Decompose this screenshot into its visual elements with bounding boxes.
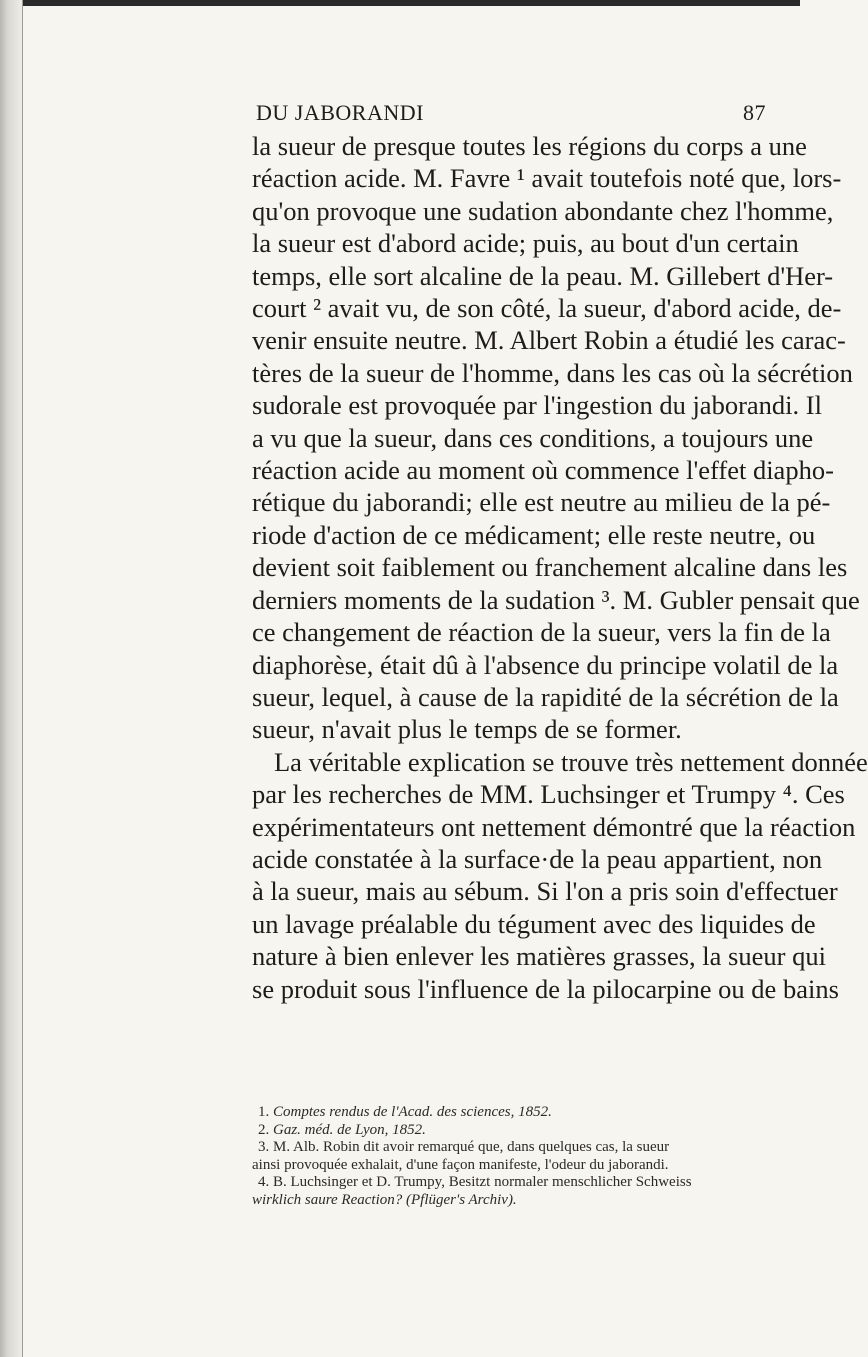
footnote <box>252 1122 770 1140</box>
footnote <box>252 1104 770 1122</box>
text-line: réaction acide au moment où commence l'effet diapho- <box>252 455 834 486</box>
footnote <box>252 1174 770 1192</box>
footnote-text: M. Alb. Robin dit avoir remarqué que, dans quelques cas, la sueur <box>273 1139 670 1156</box>
text-line: venir ensuite neutre. M. Albert Robin a étudié les carac- <box>252 325 846 356</box>
text-line: La véritable explication se trouve très nettement donnée <box>274 746 868 777</box>
text-line: sueur, n'avait plus le temps de se former. <box>252 714 682 745</box>
text-line: qu'on provoque une sudation abondante chez l'homme, <box>252 195 834 226</box>
text-line: se produit sous l'influence de la pilocarpine ou de bains <box>252 973 839 1004</box>
page-edge <box>22 0 23 1357</box>
text-line: ce changement de réaction de la sueur, vers la fin de la <box>252 617 831 648</box>
footnote-number: 3. <box>258 1139 270 1156</box>
text-line: a vu que la sueur, dans ces conditions, a toujours une <box>252 422 814 453</box>
text-line: rétique du jaborandi; elle est neutre au milieu de la pé- <box>252 487 831 518</box>
footnote-text: Comptes rendus de l'Acad. des sciences, 1852. <box>273 1104 552 1120</box>
text-line: expérimentateurs ont nettement démontré que la réaction <box>252 811 856 842</box>
text-line: sueur, lequel, à cause de la rapidité de la sécrétion de la <box>252 681 839 712</box>
text-line: par les recherches de MM. Luchsinger et Trumpy ⁴. Ces <box>252 779 845 810</box>
page-number: 87 <box>743 100 766 125</box>
text-line: nature à bien enlever les matières grasses, la sueur qui <box>252 941 826 972</box>
text-line: à la sueur, mais au sébum. Si l'on a pris soin d'effectuer <box>252 876 838 907</box>
text-line: sudorale est provoquée par l'ingestion du jaborandi. Il <box>252 390 822 421</box>
text-line: court ² avait vu, de son côté, la sueur, d'abord acide, de- <box>252 293 842 324</box>
text-line: la sueur de presque toutes les régions du corps a une <box>252 131 807 161</box>
footnote-number: 1. <box>258 1104 270 1120</box>
text-line: la sueur est d'abord acide; puis, au bout d'un certain <box>252 228 799 259</box>
running-head: DU JABORANDI <box>256 100 424 125</box>
text-line: riode d'action de ce médicament; elle reste neutre, ou <box>252 519 816 550</box>
body-text <box>252 130 868 1005</box>
page-header <box>256 100 766 130</box>
binding-shadow <box>0 0 22 1357</box>
footnote-text: wirklich saure Reaction? (Pflüger's Archiv). <box>252 1191 517 1208</box>
footnote-text: B. Luchsinger et D. Trumpy, Besitzt normaler menschlicher Schweiss <box>273 1174 692 1191</box>
page-top-band <box>0 0 800 6</box>
text-line: réaction acide. M. Favre ¹ avait toutefois noté que, lors- <box>252 163 842 194</box>
footnote-text: ainsi provoquée exhalait, d'une façon manifeste, l'odeur du jaborandi. <box>252 1156 669 1173</box>
text-line: temps, elle sort alcaline de la peau. M. Gillebert d'Her- <box>252 260 834 291</box>
footnote-continuation <box>252 1192 770 1210</box>
footnotes <box>252 1104 770 1210</box>
footnote-text: Gaz. méd. de Lyon, 1852. <box>273 1121 426 1138</box>
footnote-number: 2. <box>258 1121 270 1138</box>
text-line: diaphorèse, était dû à l'absence du principe volatil de la <box>252 649 839 680</box>
footnote <box>252 1139 770 1157</box>
footnote-continuation <box>252 1157 770 1175</box>
text-line: acide constatée à la surface·de la peau appartient, non <box>252 843 823 874</box>
footnote-number: 4. <box>258 1174 270 1191</box>
text-line: devient soit faiblement ou franchement alcaline dans les <box>252 552 848 583</box>
text-line: derniers moments de la sudation ³. M. Gubler pensait que <box>252 584 860 615</box>
text-line: tères de la sueur de l'homme, dans les cas où la sécrétion <box>252 357 853 388</box>
text-line: un lavage préalable du tégument avec des liquides de <box>252 908 816 939</box>
